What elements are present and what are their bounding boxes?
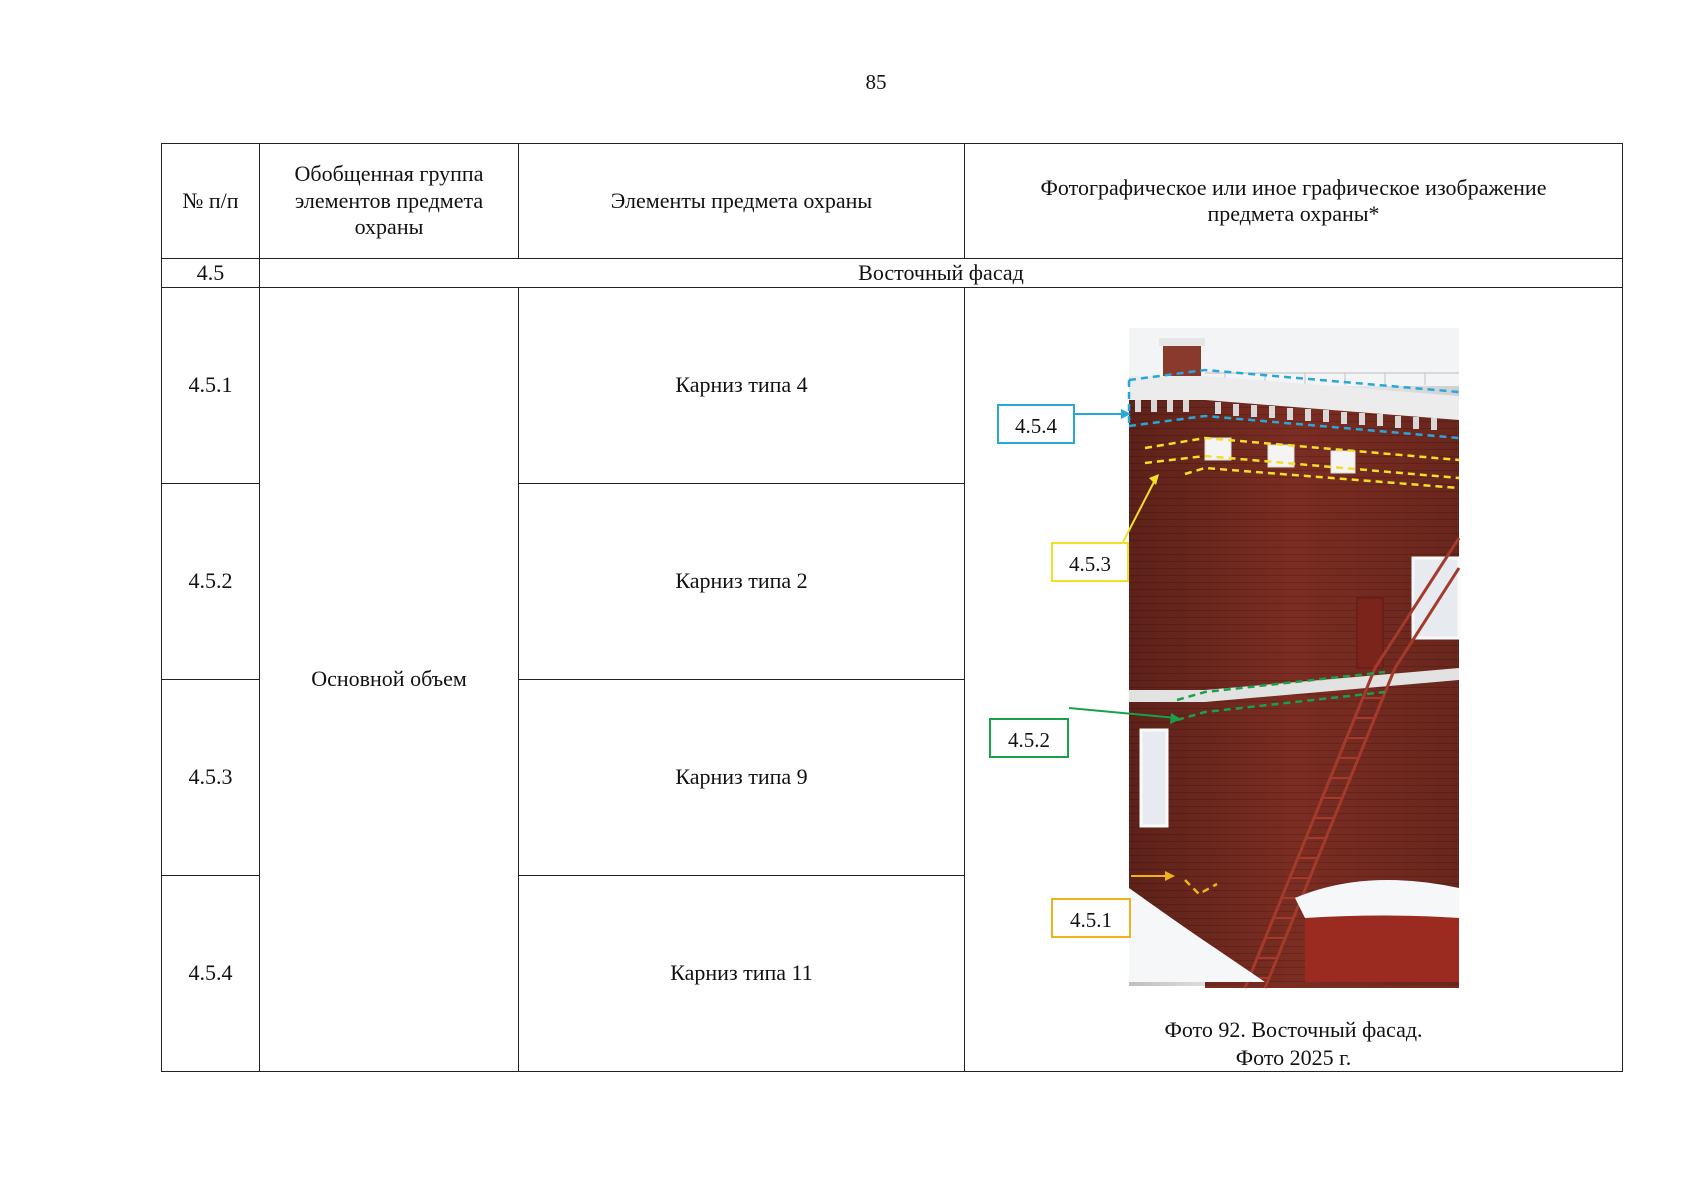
callout-4-5-2: 4.5.2 xyxy=(989,718,1069,758)
photo-caption xyxy=(965,1016,1622,1071)
callout-4-5-3: 4.5.3 xyxy=(1051,542,1129,582)
section-title: Восточный фасад xyxy=(260,259,1623,288)
row-element: Карниз типа 2 xyxy=(519,484,965,680)
row-num: 4.5.4 xyxy=(162,876,260,1072)
row-num: 4.5.2 xyxy=(162,484,260,680)
section-row xyxy=(162,259,1623,288)
section-num: 4.5 xyxy=(162,259,260,288)
header-elements: Элементы предмета охраны xyxy=(519,144,965,259)
row-element: Карниз типа 4 xyxy=(519,288,965,484)
callout-4-5-4: 4.5.4 xyxy=(997,404,1075,444)
header-num: № п/п xyxy=(162,144,260,259)
table-row xyxy=(162,288,1623,484)
row-num: 4.5.1 xyxy=(162,288,260,484)
header-image: Фотографическое или иное графическое изображение предмета охраны* xyxy=(965,144,1623,259)
protection-table xyxy=(161,143,1623,1072)
photo-caption-line1: Фото 92. Восточный фасад. xyxy=(1164,1017,1423,1042)
row-element: Карниз типа 9 xyxy=(519,680,965,876)
photo-cell xyxy=(965,288,1623,1072)
table-header-row xyxy=(162,144,1623,259)
group-cell: Основной объем xyxy=(260,288,519,1072)
header-group: Обобщенная группа элементов предмета охраны xyxy=(260,144,519,259)
photo-caption-line2: Фото 2025 г. xyxy=(1235,1044,1352,1070)
page-number: 85 xyxy=(865,70,887,94)
row-num: 4.5.3 xyxy=(162,680,260,876)
callout-4-5-1: 4.5.1 xyxy=(1051,898,1131,938)
row-element: Карниз типа 11 xyxy=(519,876,965,1072)
